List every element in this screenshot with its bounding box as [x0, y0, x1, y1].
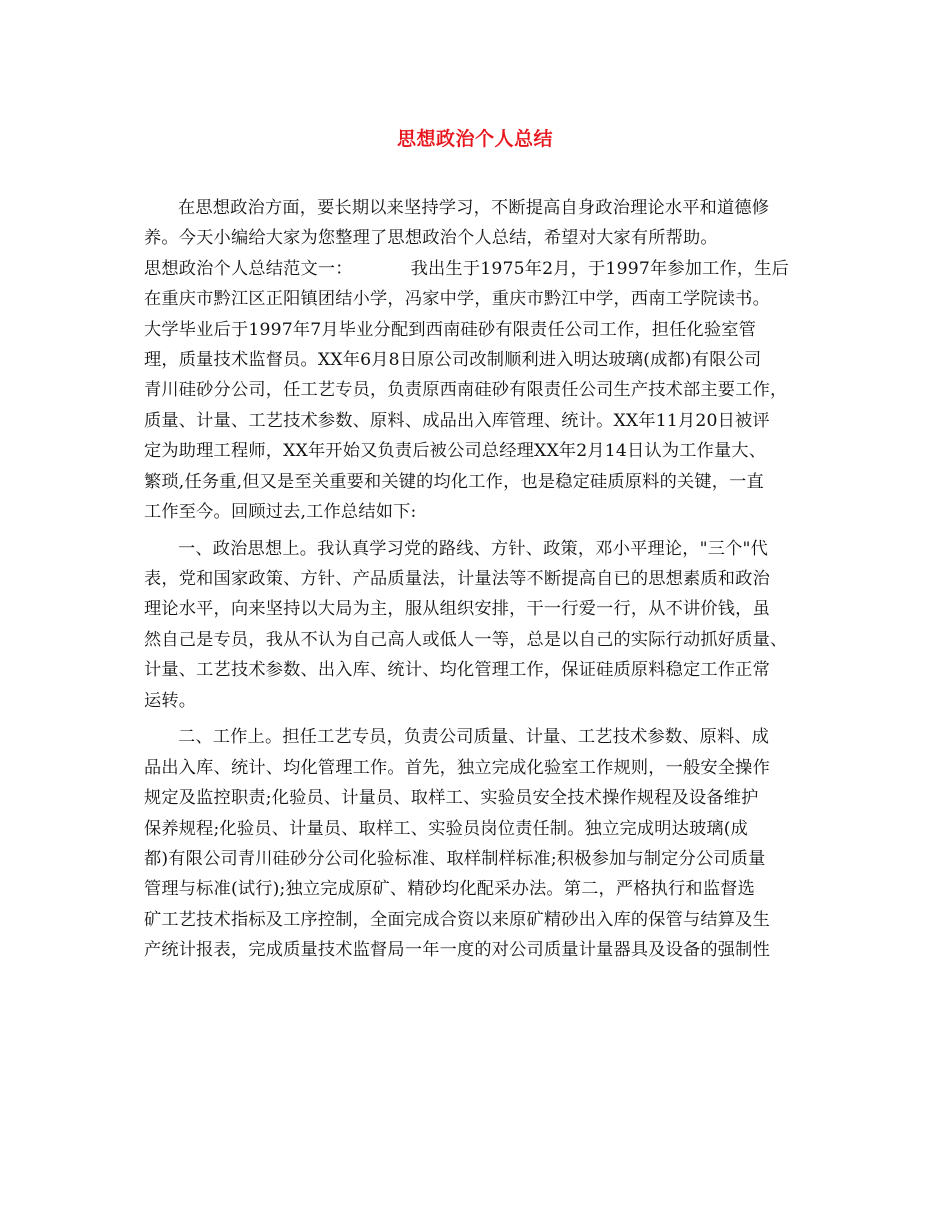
text-line: 表，党和国家政策、方针、产品质量法，计量法等不断提高自已的思想素质和政治	[144, 569, 770, 590]
text-line: 都)有限公司青川硅砂分公司化验标准、取样制样标准;积极参加与制定分公司质量	[144, 849, 766, 870]
text-line: 保养规程;化验员、计量员、取样工、实验员岗位责任制。独立完成明达玻璃(成	[144, 818, 749, 839]
text-line: 二、工作上。担任工艺专员，负责公司质量、计量、工艺技术参数、原料、成	[178, 727, 770, 748]
text-line: 定为助理工程师，XX年开始又负责后被公司总经理XX年2月14日认为工作量大、	[144, 441, 767, 462]
sample-heading: 思想政治个人总结范文一：	[144, 258, 353, 279]
text-line: 工作至今。回顾过去,工作总结如下:	[144, 501, 417, 522]
text-line: 青川硅砂分公司，任工艺专员，负责原西南硅砂有限责任公司生产技术部主要工作，	[144, 380, 788, 401]
text-line: 养。今天小编给大家为您整理了思想政治个人总结，希望对大家有所帮助。	[144, 228, 718, 249]
text-line: 规定及监控职责;化验员、计量员、取样工、实验员安全技术操作规程及设备维护	[144, 788, 759, 809]
text-line: 计量、工艺技术参数、出入库、统计、均化管理工作，保证硅质原料稳定工作正常	[144, 660, 770, 681]
text-line: 然自己是专员，我从不认为自己高人或低人一等，总是以自己的实际行动抓好质量、	[144, 629, 788, 650]
text-line: 产统计报表，完成质量技术监督局一年一度的对公司质量计量器具及设备的强制性	[144, 940, 770, 961]
text-line: 一、政治思想上。我认真学习党的路线、方针、政策，邓小平理论，"三个"代	[178, 538, 769, 559]
text-line: 理，质量技术监督员。XX年6月8日原公司改制顺利进入明达玻璃(成都)有限公司	[144, 349, 762, 370]
text-line: 在重庆市黔江区正阳镇团结小学，冯家中学，重庆市黔江中学，西南工学院读书。	[144, 289, 770, 310]
text-segment: 我出生于1975年2月，于1997年参加工作，生后	[410, 258, 790, 279]
text-line: 运转。	[144, 690, 197, 711]
document-title: 思想政治个人总结	[396, 128, 553, 150]
text-line: 大学毕业后于1997年7月毕业分配到西南硅砂有限责任公司工作，担任化验室管	[144, 319, 757, 340]
text-line: 在思想政治方面，要长期以来坚持学习，不断提高自身政治理论水平和道德修	[178, 198, 770, 218]
text-line	[144, 254, 816, 284]
document-body	[144, 193, 816, 966]
text-line: 矿工艺技术指标及工序控制，全面完成合资以来原矿精砂出入库的保管与结算及生	[144, 909, 770, 930]
text-line: 管理与标准(试行);独立完成原矿、精砂均化配采办法。第二，严格执行和监督选	[144, 879, 755, 900]
text-line: 品出入库、统计、均化管理工作。首先，独立完成化验室工作规则，一般安全操作	[144, 757, 770, 778]
text-line: 质量、计量、工艺技术参数、原料、成品出入库管理、统计。XX年11月20日被评	[144, 410, 770, 431]
text-line: 理论水平，向来坚持以大局为主，服从组织安排，干一行爱一行，从不讲价钱，虽	[144, 599, 770, 620]
text-line: 繁琐,任务重,但又是至关重要和关键的均化工作，也是稳定硅质原料的关键，一直	[144, 471, 764, 492]
